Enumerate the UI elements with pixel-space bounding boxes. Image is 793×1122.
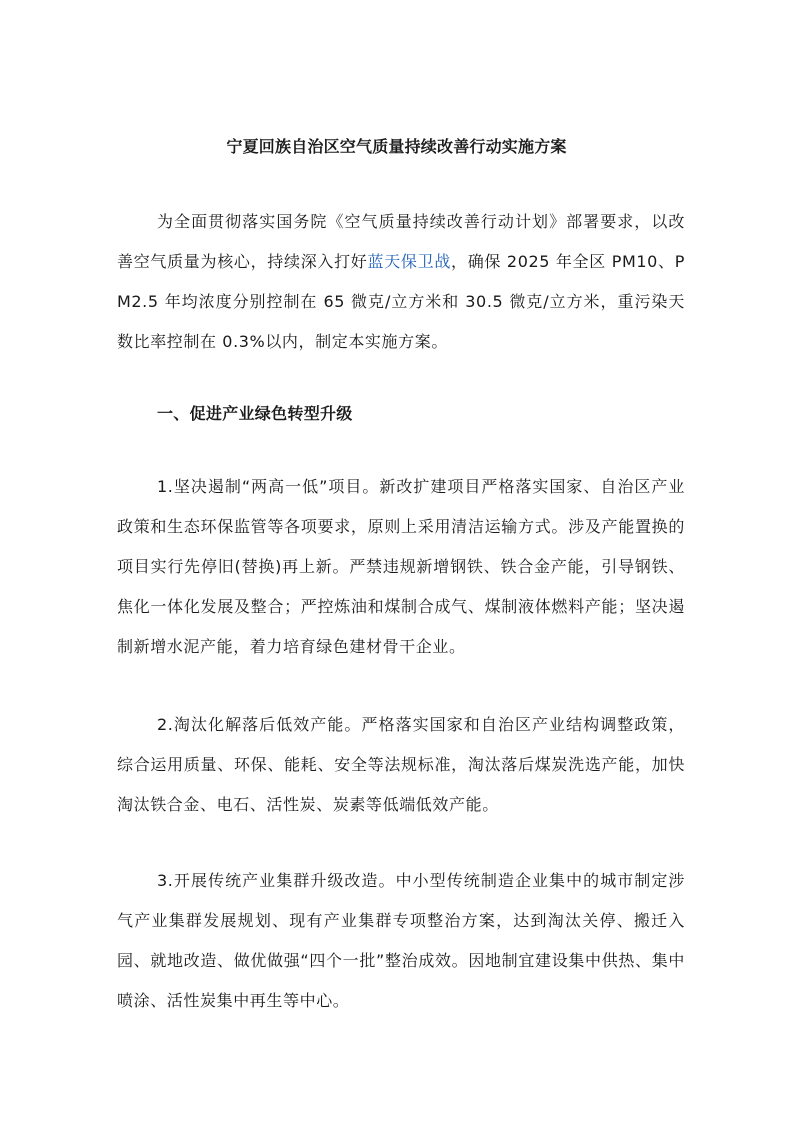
document-title: 宁夏回族自治区空气质量持续改善行动实施方案 bbox=[226, 137, 567, 156]
intro-text-before: 为全面贯彻落实国务院《空气质量持续改善行动计划》部署要求，以改善空气质量为核心，持续深入打好 bbox=[117, 212, 685, 271]
blue-sky-link[interactable]: 蓝天保卫战 bbox=[367, 252, 452, 271]
section-1-item-3: 3.开展传统产业集群升级改造。中小型传统制造企业集中的城市制定涉气产业集群发展规划、现有产业集群专项整治方案，达到淘汰关停、搬迁入园、就地改造、做优做强“四个一批”整治成效。因地制宜建设集中供热、集中喷涂、活性炭集中再生等中心。 bbox=[117, 871, 685, 1010]
section-1-item-1: 1.坚决遏制“两高一低”项目。新改扩建项目严格落实国家、自治区产业政策和生态环保监管等各项要求，原则上采用清洁运输方式。涉及产能置换的项目实行先停旧(替换)再上新。严禁违规新增钢铁、铁合金产能，引导钢铁、焦化一体化发展及整合；严控炼油和煤制合成气、煤制液体燃料产能；坚决遏制新增水泥产能，着力培育绿色建材骨干企业。 bbox=[117, 477, 685, 656]
intro-paragraph bbox=[117, 202, 685, 362]
section-1-item-2: 2.淘汰化解落后低效产能。严格落实国家和自治区产业结构调整政策，综合运用质量、环保、能耗、安全等法规标准，淘汰落后煤炭洗选产能，加快淘汰铁合金、电石、活性炭、炭素等低端低效产能。 bbox=[117, 715, 685, 814]
section-heading-1: 一、促进产业绿色转型升级 bbox=[157, 404, 353, 423]
intro-text-after: ，确保 2025 年全区 PM10、PM2.5 年均浓度分别控制在 65 微克/立方米和 30.5 微克/立方米，重污染天数比率控制在 0.3%以内，制定本实施方案。 bbox=[117, 252, 685, 351]
